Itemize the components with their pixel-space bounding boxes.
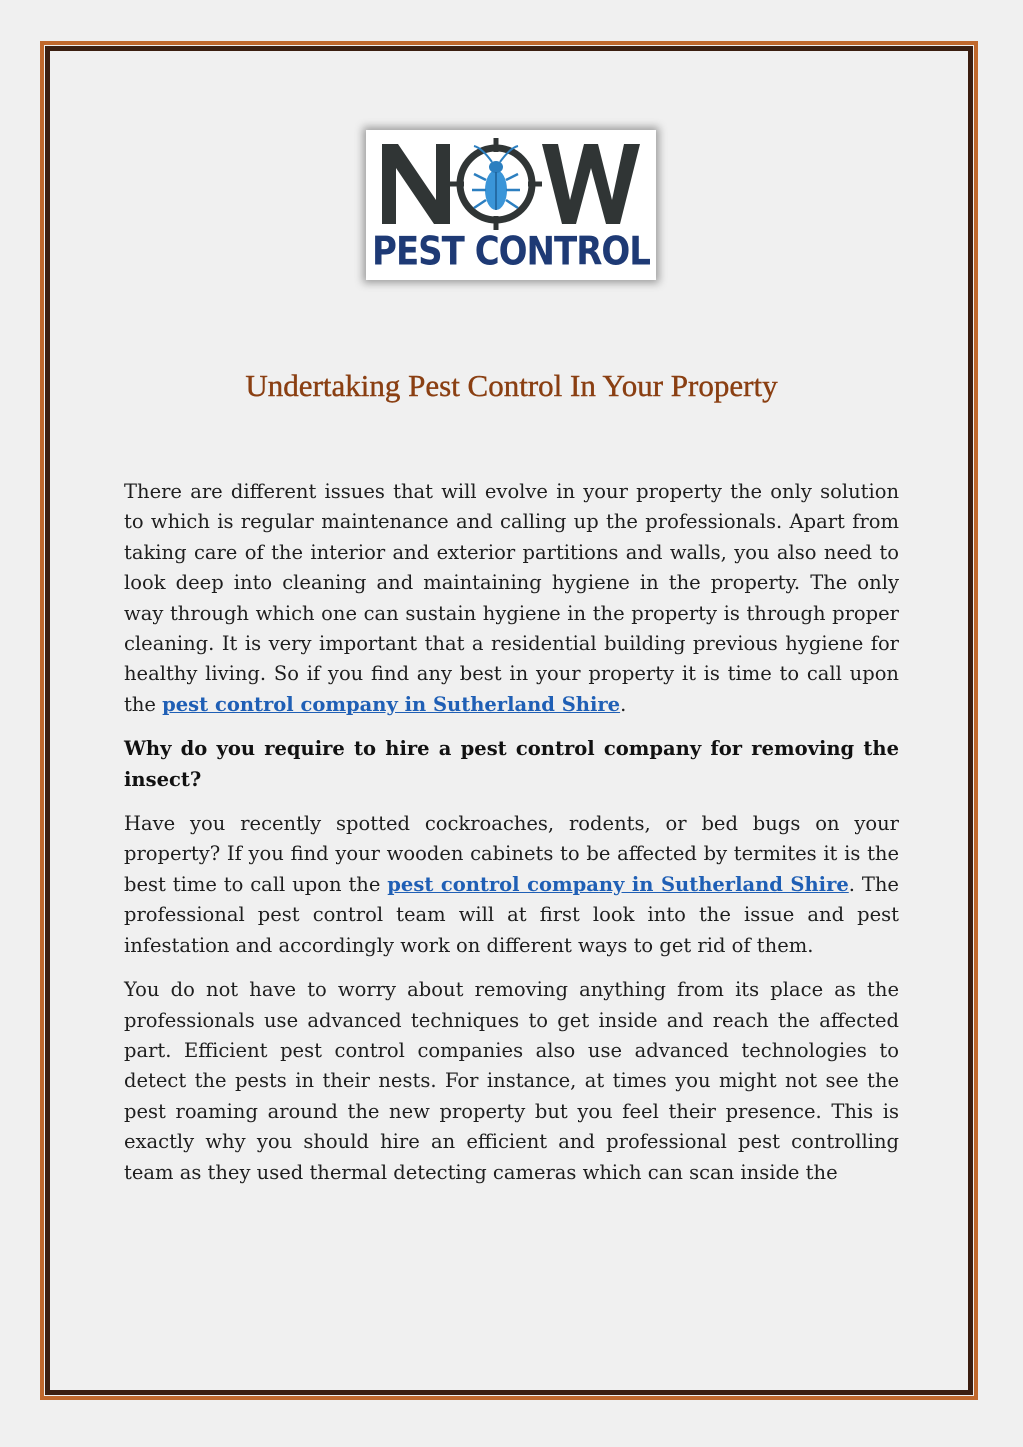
article-body: [124, 477, 899, 1202]
cockroach-crosshair-icon: [450, 138, 542, 230]
company-logo: [366, 130, 656, 280]
paragraph-third: You do not have to worry about removing anything from its place as the professionals use advanced techniques to get inside and reach the affected part. Efficient pest control companies also use advanced technologies to detect the pests in their nests. For instance, at times you might not see the pest roaming around the new property but you feel their presence. This is exactly why you should hire an efficient and professional pest controlling team as they used thermal detecting cameras which can scan inside the: [124, 978, 899, 1184]
pest-control-link-1[interactable]: pest control company in Sutherland Shire: [162, 692, 621, 716]
page-title: Undertaking Pest Control In Your Property: [245, 368, 778, 403]
logo-wordmark: PEST CONTROL: [372, 229, 650, 275]
paragraph-second-text: Have you recently spotted cockroaches, rodents, or bed bugs on your property? If you find your wooden cabinets to be affected by termites it is the best time to call upon the: [124, 812, 899, 896]
logo-letter-w: [542, 144, 640, 224]
now-logo-graphic: [378, 138, 644, 230]
paragraph-intro: [124, 477, 899, 720]
paragraph-second: [124, 809, 899, 961]
section-heading: Why do you require to hire a pest control company for removing the insect?: [124, 737, 899, 791]
pest-control-link-2[interactable]: pest control company in Sutherland Shire: [387, 872, 849, 896]
logo-letter-n: [382, 144, 450, 224]
paragraph-intro-end: .: [620, 692, 627, 716]
paragraph-second-end: . The professional pest control team will at first look into the issue and pest infestation and accordingly work on different ways to get rid of them.: [124, 872, 899, 957]
paragraph-intro-text: There are different issues that will evolve in your property the only solution to which is regular maintenance and calling up the professionals. Apart from taking care of the interior and exterior partitions and walls, you also need to look deep into cleaning and maintaining hygiene in the property. The only way through which one can sustain hygiene in the property is through proper cleaning. It is very important that a residential building previous hygiene for healthy living. So if you find any best in your property it is time to call upon the: [124, 480, 899, 716]
